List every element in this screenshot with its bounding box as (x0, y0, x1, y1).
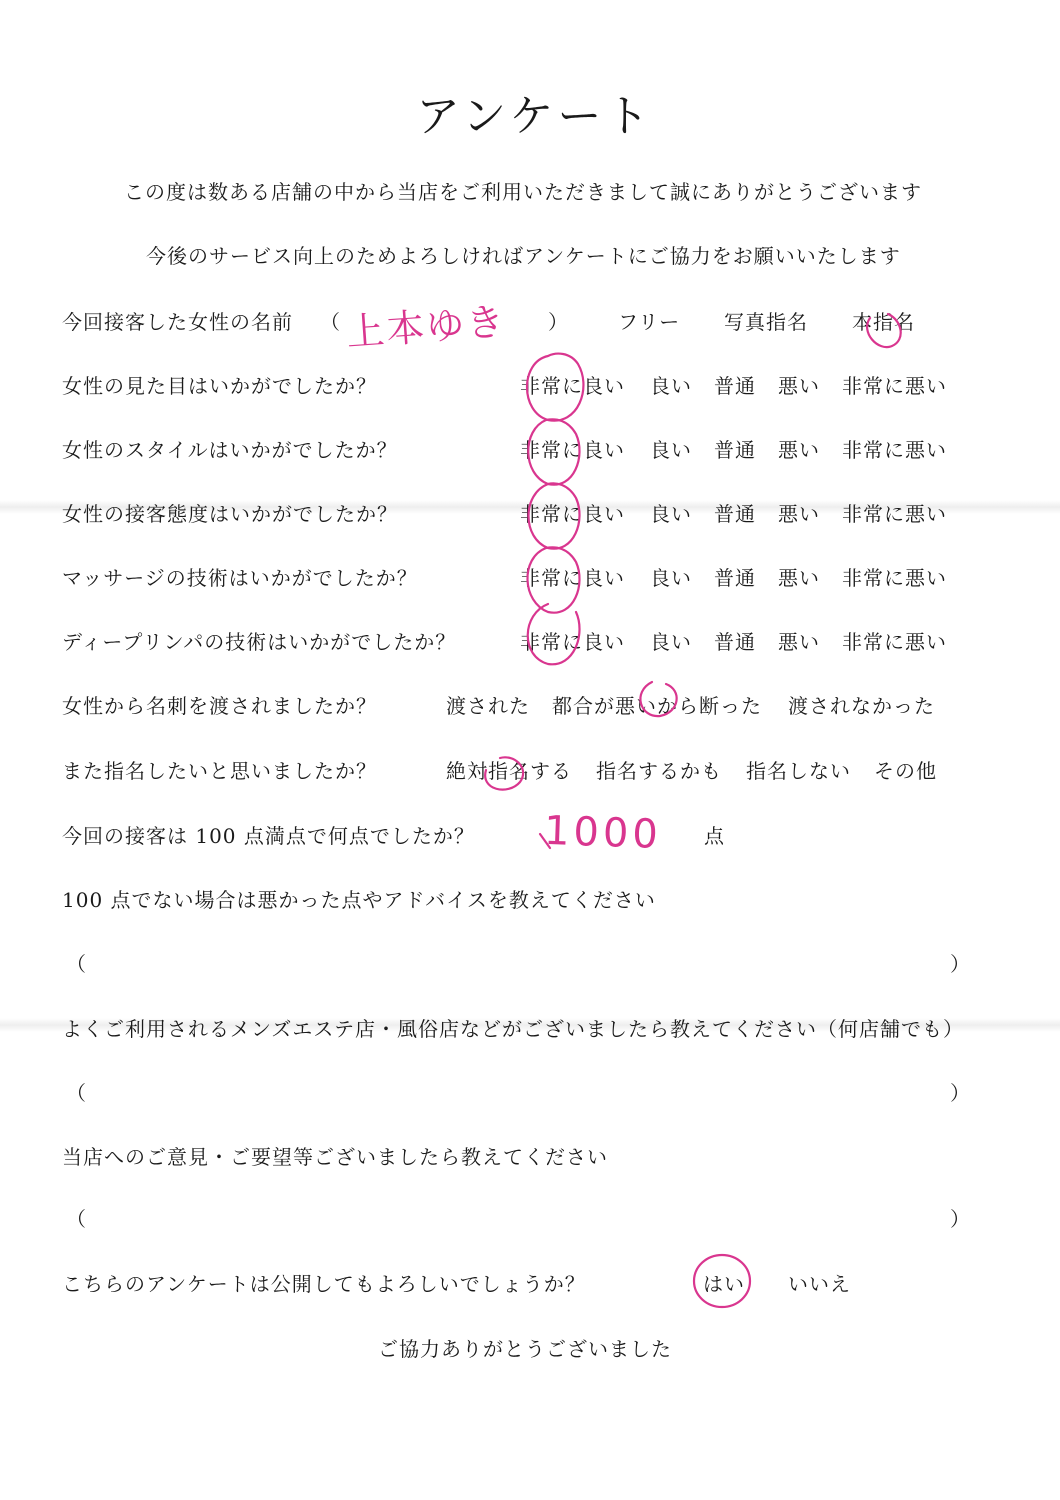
option-no[interactable]: 指名しない (746, 759, 851, 783)
option-photo-nomination[interactable]: 写真指名 (724, 310, 808, 334)
question-publish: こちらのアンケートは公開してもよろしいでしょうか？ (62, 1272, 586, 1296)
shops-open-paren: （ (66, 1081, 87, 1105)
option-good[interactable]: 良い (650, 566, 692, 590)
opinion-close-paren: ） (950, 1207, 971, 1231)
option-bad[interactable]: 悪い (778, 566, 820, 590)
option-good[interactable]: 良い (650, 374, 692, 398)
option-very-good[interactable]: 非常に良い (520, 502, 625, 526)
option-very-bad[interactable]: 非常に悪い (842, 438, 947, 462)
option-declined[interactable]: 都合が悪いから断った (552, 694, 762, 718)
option-bad[interactable]: 悪い (778, 502, 820, 526)
question-lymph: ディープリンパの技術はいかがでしたか？ (62, 630, 457, 654)
handwritten-score: 1000 (543, 807, 663, 859)
score-unit: 点 (704, 824, 725, 848)
opinion-open-paren: （ (66, 1207, 87, 1231)
option-very-bad[interactable]: 非常に悪い (842, 630, 947, 654)
option-bad[interactable]: 悪い (778, 438, 820, 462)
option-other[interactable]: その他 (874, 759, 937, 783)
question-massage: マッサージの技術はいかがでしたか？ (62, 566, 418, 590)
name-close-paren: ） (548, 310, 569, 334)
option-not-received[interactable]: 渡されなかった (788, 694, 935, 718)
question-score: 今回の接客は 100 点満点で何点でしたか？ (62, 824, 475, 848)
option-regular-nomination[interactable]: 本指名 (852, 310, 915, 334)
option-definitely[interactable]: 絶対指名する (446, 759, 572, 783)
option-no-publish[interactable]: いいえ (788, 1272, 851, 1296)
option-very-bad[interactable]: 非常に悪い (842, 502, 947, 526)
question-appearance: 女性の見た目はいかがでしたか？ (62, 374, 377, 398)
option-free[interactable]: フリー (618, 310, 681, 334)
intro-line-2: 今後のサービス向上のためよろしければアンケートにご協力をお願いいたします (146, 244, 901, 268)
option-very-bad[interactable]: 非常に悪い (842, 566, 947, 590)
question-shops: よくご利用されるメンズエステ店・風俗店などがございましたら教えてください（何店舗でも） (62, 1017, 964, 1041)
option-average[interactable]: 普通 (714, 374, 756, 398)
option-very-good[interactable]: 非常に良い (520, 630, 625, 654)
question-style: 女性のスタイルはいかがでしたか？ (62, 438, 398, 462)
option-good[interactable]: 良い (650, 630, 692, 654)
option-maybe[interactable]: 指名するかも (596, 759, 722, 783)
name-label: 今回接客した女性の名前 (62, 310, 293, 334)
question-nominate-again: また指名したいと思いましたか？ (62, 759, 377, 783)
question-attitude: 女性の接客態度はいかがでしたか？ (62, 502, 398, 526)
name-open-paren: （ (320, 310, 341, 334)
option-received[interactable]: 渡された (446, 694, 530, 718)
closing-message: ご協力ありがとうございました (378, 1337, 672, 1361)
advice-open-paren: （ (66, 952, 87, 976)
option-good[interactable]: 良い (650, 502, 692, 526)
option-good[interactable]: 良い (650, 438, 692, 462)
handwritten-name: 上本ゆき (344, 299, 508, 355)
option-average[interactable]: 普通 (714, 566, 756, 590)
option-average[interactable]: 普通 (714, 438, 756, 462)
option-average[interactable]: 普通 (714, 502, 756, 526)
intro-line-1: この度は数ある店舗の中から当店をご利用いただきまして誠にありがとうございます (124, 180, 922, 204)
option-very-good[interactable]: 非常に良い (520, 566, 625, 590)
option-average[interactable]: 普通 (714, 630, 756, 654)
option-yes[interactable]: はい (703, 1272, 745, 1296)
option-very-good[interactable]: 非常に良い (520, 438, 625, 462)
option-very-bad[interactable]: 非常に悪い (842, 374, 947, 398)
question-business-card: 女性から名刺を渡されましたか？ (62, 694, 377, 718)
option-bad[interactable]: 悪い (778, 374, 820, 398)
option-bad[interactable]: 悪い (778, 630, 820, 654)
option-very-good[interactable]: 非常に良い (520, 374, 625, 398)
advice-close-paren: ） (950, 952, 971, 976)
question-opinion: 当店へのご意見・ご要望等ございましたら教えてください (62, 1145, 608, 1169)
shops-close-paren: ） (950, 1081, 971, 1105)
question-advice: 100 点でない場合は悪かった点やアドバイスを教えてください (62, 888, 656, 912)
page-title: アンケート (416, 91, 654, 142)
